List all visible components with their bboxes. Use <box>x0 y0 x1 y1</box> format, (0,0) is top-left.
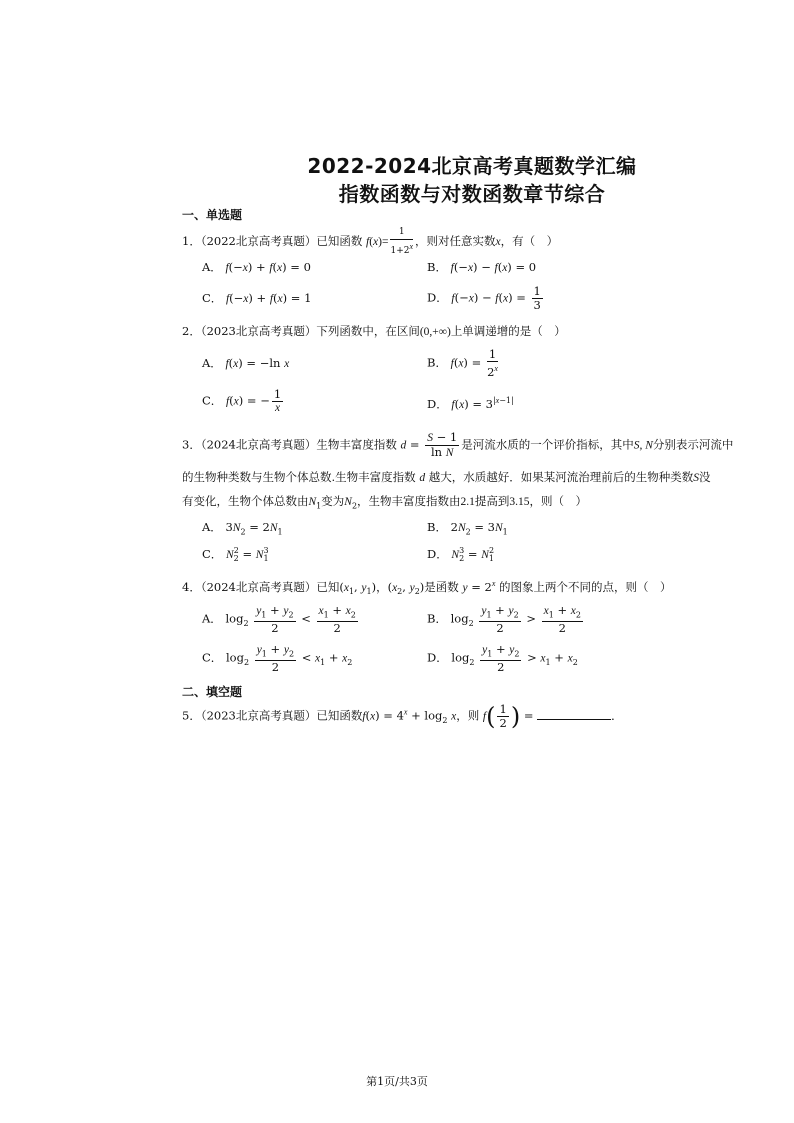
q1-formula: f <box>366 236 370 248</box>
q5-answer-blank[interactable] <box>537 707 611 720</box>
q1-suffix: ，则对任意实数 <box>415 234 496 248</box>
q4-option-b[interactable]: B． $\log_2$ $\frac{y_1 + y_2}{2}$ > $\frac{x_1 + x_2}{2}$ <box>427 603 581 636</box>
question-2: 2．（2023北京高考真题）下列函数中，在区间(0,+∞)上单调递增的是（ ） <box>182 324 566 338</box>
question-3-line2: 的生物种类数与生物个体总数.生物丰富度指数 d 越大，水质越好．如果某河流治理前后的生物种类数S没 <box>182 470 711 484</box>
q2-interval: (0,+∞) <box>419 326 451 338</box>
q3-option-b[interactable]: B． $2N_2 = 3N_1$ <box>427 520 508 537</box>
q3-option-c[interactable]: C． $N_2^2 = N_1^3$ <box>202 546 269 564</box>
q2-option-a[interactable]: A． f(x) = −ln x <box>202 356 290 370</box>
q3-option-d[interactable]: D． $N_2^3 = N_1^2$ <box>427 546 495 564</box>
q1-option-d[interactable]: D． f(−x) − f(x) = $\frac{1}{3}$ <box>427 284 541 312</box>
q4-option-c[interactable]: C． $\log_2$ $\frac{y_1 + y_2}{2}$ < $x_1 + x_2$ <box>202 642 353 675</box>
q1-option-b[interactable]: B． f(−x) − f(x) = 0 <box>427 260 537 274</box>
doc-title-line1: 2022-2024北京高考真题数学汇编 <box>307 154 637 178</box>
question-1: 1．（2022北京高考真题）已知函数 f(x)= $\frac{1}{1+2^x}$ ，则对任意实数x，有（ ） <box>182 227 559 256</box>
question-3-line1: 3．（2024北京高考真题）生物丰富度指数 d = $\frac{S - 1}{\text{ln N}}$ 是河流水质的一个评价指标，其中S, N分别表示河流中 <box>182 430 734 459</box>
question-3-line3: 有变化，生物个体总数由$N_1$变为$N_2$，生物丰富度指数由2.1提高到3.15，则（ ） <box>182 494 588 511</box>
q1-fraction: $\frac{1}{1+2^x}$ <box>390 227 414 256</box>
q1-option-c[interactable]: C． f(−x) + f(x) = 1 <box>202 291 312 305</box>
q1-tail: ，有（ ） <box>500 234 559 248</box>
q1-prefix: 1．（2022北京高考真题）已知函数 <box>182 234 363 248</box>
page-footer: 第1页/共3页 <box>366 1075 428 1088</box>
q4-option-d[interactable]: D． $\log_2$ $\frac{y_1 + y_2}{2}$ > $x_1 + x_2$ <box>427 642 578 675</box>
q2-option-d[interactable]: D． $f(x) = 3^{|x-1|}$ <box>427 396 514 411</box>
q4-option-a[interactable]: A． $\log_2$ $\frac{y_1 + y_2}{2}$ < $\frac{x_1 + x_2}{2}$ <box>202 603 356 636</box>
q2-option-b[interactable]: B． f(x) = $\frac{1}{2^x}$ <box>427 347 498 379</box>
q2-option-c[interactable]: C． f(x) = − $\frac{1}{x}$ <box>202 387 282 414</box>
question-5: 5．（2023北京高考真题）已知函数$f(x) = 4^x + \log_2 x$，则 f( $\frac{1}{2}$ ) = ． <box>182 702 623 731</box>
question-4: 4．（2024北京高考真题）已知($x_1$, $y_1$)，($x_2$, $y_2$)是函数 $y = 2^x$ 的图象上两个不同的点，则（ ） <box>182 579 672 597</box>
section-fill-blank: 二、填空题 <box>182 685 243 699</box>
section-single-choice: 一、单选题 <box>182 208 243 222</box>
q1-option-a[interactable]: A． f(−x) + f(x) = 0 <box>202 260 311 274</box>
doc-title-line2: 指数函数与对数函数章节综合 <box>338 182 606 206</box>
q3-option-a[interactable]: A． $3N_2 = 2N_1$ <box>202 520 283 537</box>
